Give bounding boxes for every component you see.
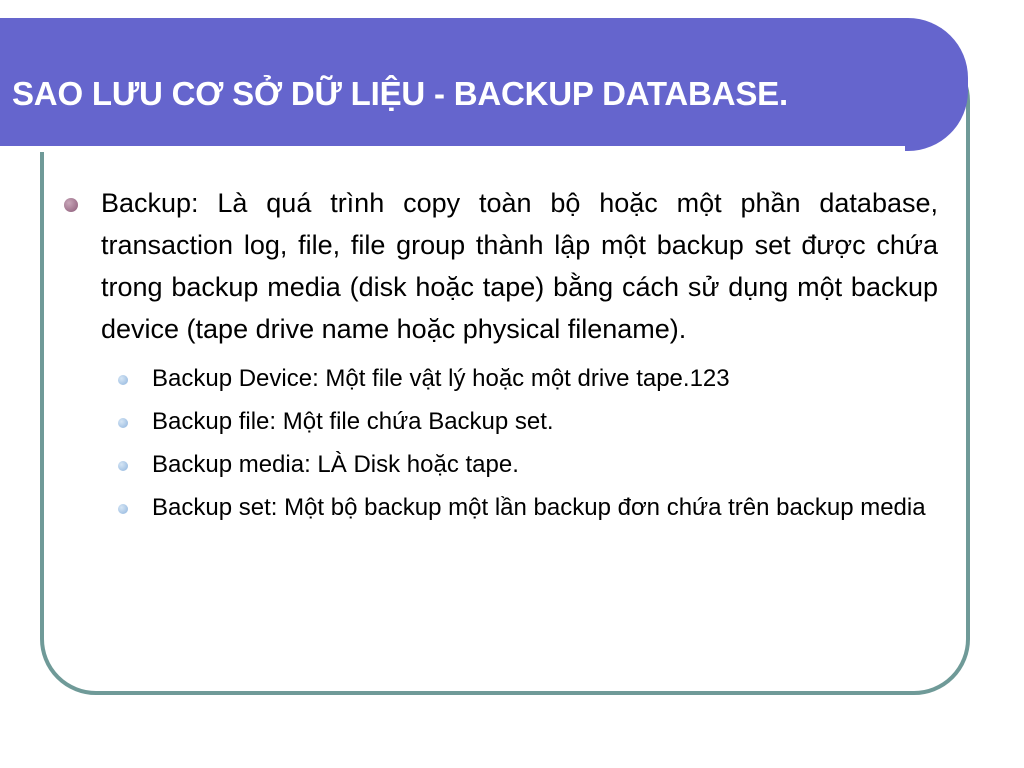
sub-bullet-dot-icon (118, 375, 128, 385)
slide-title: SAO LƯU CƠ SỞ DỮ LIỆU - BACKUP DATABASE. (12, 75, 788, 112)
sub-bullet-text: Backup media: LÀ Disk hoặc tape. (152, 451, 519, 478)
sub-bullet-dot-icon (118, 418, 128, 428)
sub-bullet-item (116, 490, 938, 526)
sub-bullet-list (64, 361, 938, 526)
bullet-dot-icon (64, 198, 78, 212)
sub-bullet-text: Backup set: Một bộ backup một lần backup đơn chứa trên backup media (152, 494, 926, 521)
slide-content (64, 182, 938, 526)
sub-bullet-item (116, 447, 938, 483)
sub-bullet-dot-icon (118, 461, 128, 471)
sub-bullet-text: Backup file: Một file chứa Backup set. (152, 408, 554, 435)
sub-bullet-text: Backup Device: Một file vật lý hoặc một drive tape.123 (152, 365, 730, 392)
main-bullet (64, 182, 938, 350)
sub-bullet-item (116, 404, 938, 440)
sub-bullet-item (116, 361, 938, 397)
title-underline (0, 146, 905, 152)
main-bullet-text: Backup: Là quá trình copy toàn bộ hoặc một phần database, transaction log, file, file group thành lập một backup set được chứa trong backup media (disk hoặc tape) bằng cách sử dụng một backup device (tape drive name hoặc physical filename). (101, 188, 938, 344)
title-bar (0, 18, 968, 151)
sub-bullet-dot-icon (118, 504, 128, 514)
